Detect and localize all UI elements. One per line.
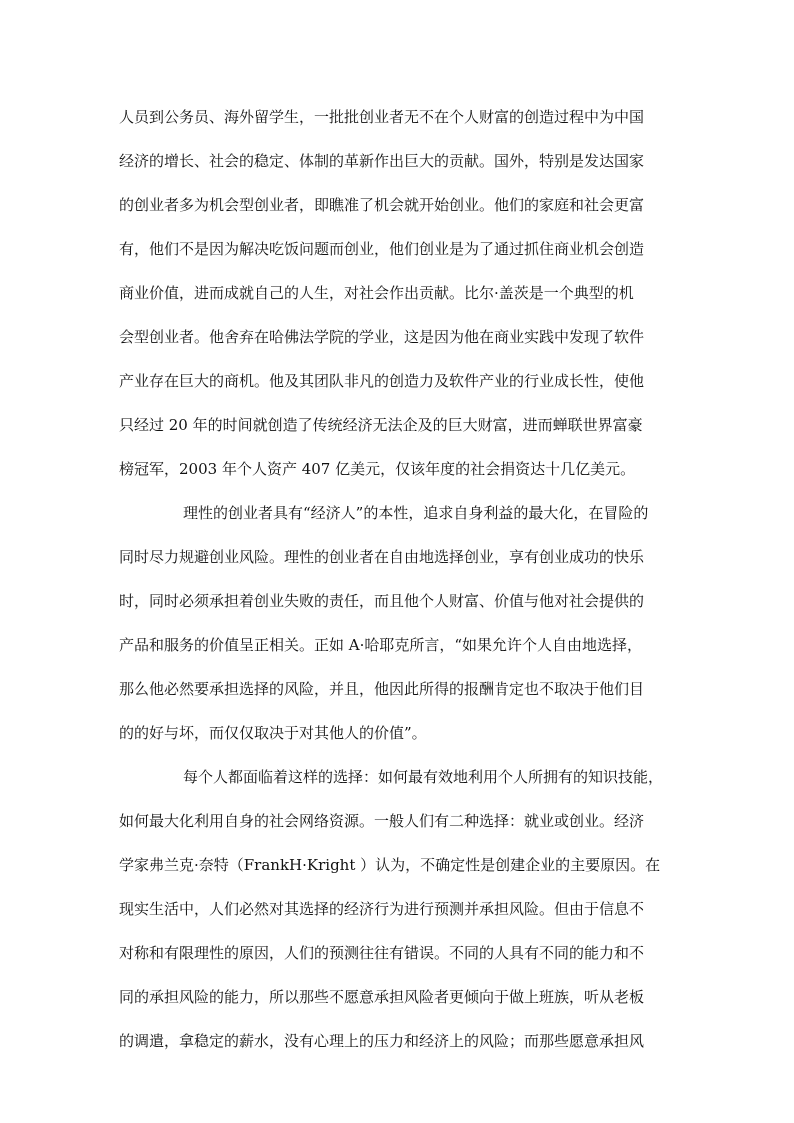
text-line: 时，同时必须承担着创业失败的责任，而且他个人财富、价值与他对社会提供的 bbox=[119, 592, 645, 610]
text-line: 如何最大化利用自身的社会网络资源。一般人们有二种选择：就业或创业。经济 bbox=[119, 812, 645, 830]
paragraph-3 bbox=[119, 755, 679, 1063]
text-line: 同时尽力规避创业风险。理性的创业者在自由地选择创业，享有创业成功的快乐 bbox=[119, 548, 645, 566]
text-line: 对称和有限理性的原因，人们的预测往往有错误。不同的人具有不同的能力和不 bbox=[119, 944, 645, 962]
paragraph-1 bbox=[119, 95, 679, 491]
text-line: 会型创业者。他舍弃在哈佛法学院的学业，这是因为他在商业实践中发现了软件 bbox=[119, 328, 645, 346]
text-line: 商业价值，进而成就自己的人生，对社会作出贡献。比尔·盖茨是一个典型的机 bbox=[119, 284, 634, 302]
text-line: 每个人都面临着这样的选择：如何最有效地利用个人所拥有的知识技能， bbox=[183, 768, 664, 786]
text-line: 产品和服务的价值呈正相关。正如 A·哈耶克所言，“如果允许个人自由地选择， bbox=[119, 636, 643, 654]
text-line: 的调遣，拿稳定的薪水，没有心理上的压力和经济上的风险；而那些愿意承担风 bbox=[119, 1032, 645, 1050]
text-line: 经济的增长、社会的稳定、体制的革新作出巨大的贡献。国外，特别是发达国家 bbox=[119, 152, 645, 170]
text-line: 人员到公务员、海外留学生，一批批创业者无不在个人财富的创造过程中为中国 bbox=[119, 108, 645, 126]
body-text bbox=[119, 95, 679, 1063]
text-line: 产业存在巨大的商机。他及其团队非凡的创造力及软件产业的行业成长性，使他 bbox=[119, 372, 645, 390]
text-line: 的的好与坏，而仅仅取决于对其他人的价值”。 bbox=[119, 724, 427, 742]
text-line: 榜冠军，2003 年个人资产 407 亿美元，仅该年度的社会捐资达十几亿美元。 bbox=[119, 460, 636, 478]
text-line: 那么他必然要承担选择的风险，并且，他因此所得的报酬肯定也不取决于他们目 bbox=[119, 680, 645, 698]
text-line: 学家弗兰克·奈特（FrankH·Kright ）认为，不确定性是创建企业的主要原因。在 bbox=[119, 856, 661, 874]
text-line: 有，他们不是因为解决吃饭问题而创业，他们创业是为了通过抓住商业机会创造 bbox=[119, 240, 645, 258]
text-line: 只经过 20 年的时间就创造了传统经济无法企及的巨大财富，进而蝉联世界富豪 bbox=[119, 416, 643, 434]
text-line: 的创业者多为机会型创业者，即瞧准了机会就开始创业。他们的家庭和社会更富 bbox=[119, 196, 645, 214]
text-line: 同的承担风险的能力，所以那些不愿意承担风险者更倾向于做上班族，听从老板 bbox=[119, 988, 645, 1006]
text-line: 理性的创业者具有“经济人”的本性，追求自身利益的最大化，在冒险的 bbox=[183, 504, 649, 522]
text-line: 现实生活中，人们必然对其选择的经济行为进行预测并承担风险。但由于信息不 bbox=[119, 900, 645, 918]
paragraph-2 bbox=[119, 491, 679, 755]
